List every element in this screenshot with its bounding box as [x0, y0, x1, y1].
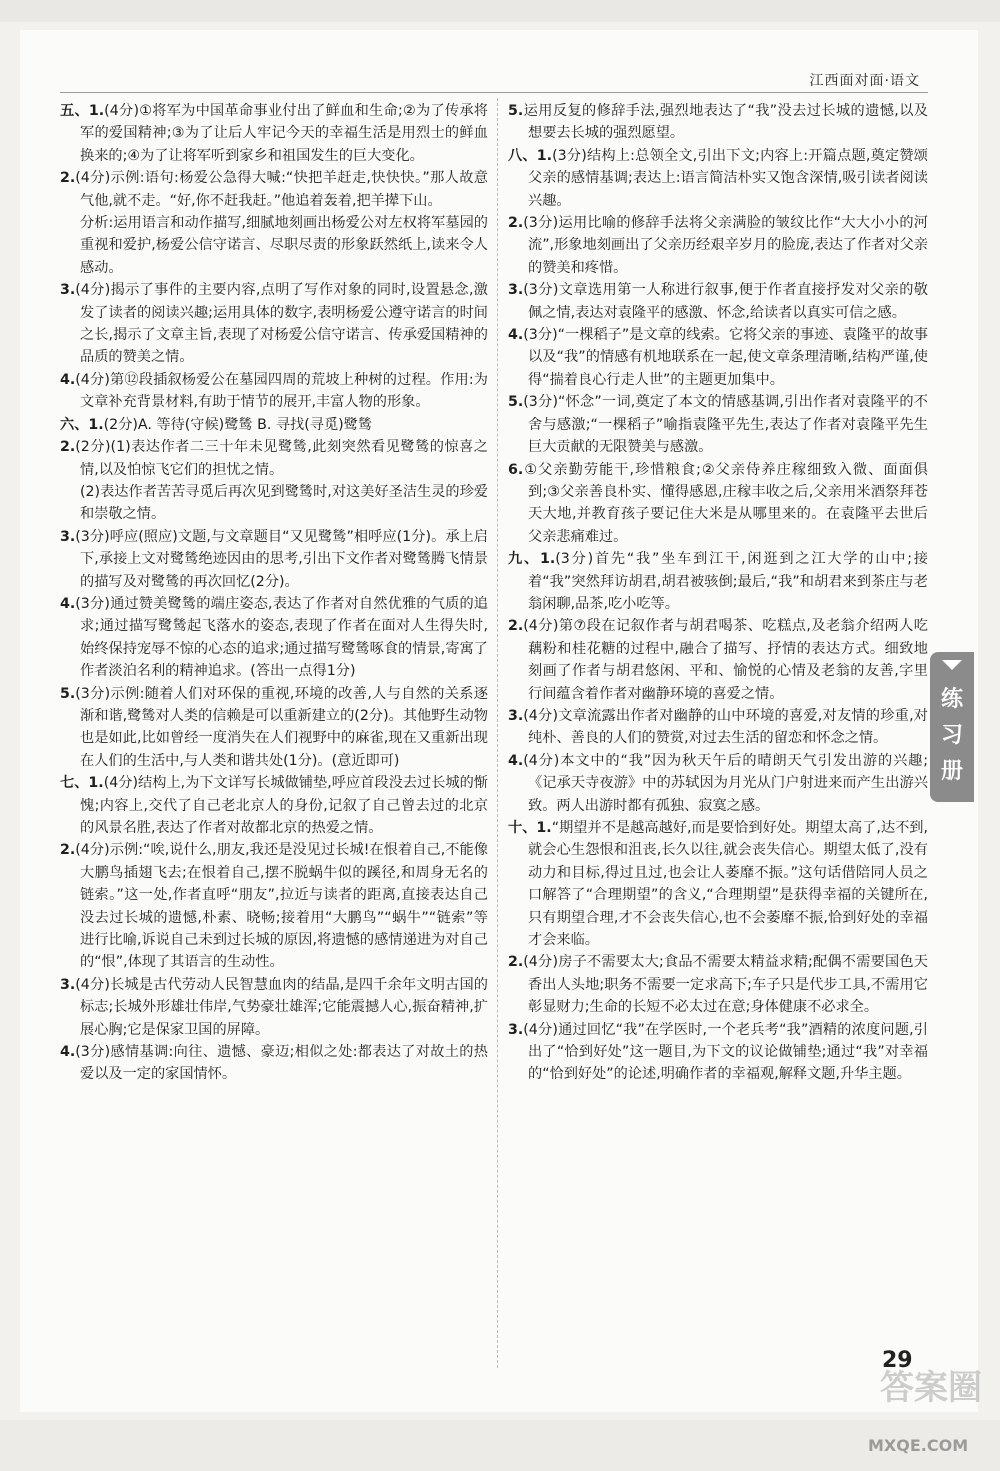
left-column	[60, 100, 488, 1086]
right-answer-item	[508, 100, 928, 145]
header-rule	[60, 92, 928, 93]
left-answer-item	[60, 369, 488, 414]
answer-text: (3分)呼应(照应)文题,与文章题目“又见鹭鸶”相呼应(1分)。承上启下,承接上文对鹭鸶绝迹因由的思考,引出下文作者对鹭鸶腾飞情景的描写及对鹭鸶的再次回忆(2分)。	[75, 528, 488, 590]
left-answer-item	[60, 974, 488, 1041]
question-number: 2.	[508, 954, 524, 971]
answer-text: (4分)长城是古代劳动人民智慧血肉的结晶,是四千余年文明古国的标志;长城外形雄壮伟岸,气势豪壮雄浑;它能震撼人心,振奋精神,扩展心胸;它是保家卫国的屏障。	[75, 976, 488, 1038]
question-number: 3.	[508, 707, 524, 724]
right-answer-item	[508, 750, 928, 817]
watermark-logo: 答案圈	[880, 1368, 982, 1408]
right-answer-item	[508, 615, 928, 705]
question-number: 5.	[508, 103, 524, 119]
bottom-band	[0, 1420, 1000, 1471]
answer-text: (3分)运用比喻的修辞手法将父亲满脸的皱纹比作“大大小小的河流”,形象地刻画出了父亲历经艰辛岁月的脸庞,表达了作者对父亲的赞美和疼惜。	[523, 215, 928, 276]
answer-text: (3分)文章选用第一人称进行叙事,便于作者直接抒发对父亲的敬佩之情,表达对袁隆平的感激、怀念,给读者以真实可信之感。	[523, 282, 928, 321]
running-header: 江西面对面·语文	[809, 73, 920, 89]
question-number: 八、1.	[508, 147, 553, 164]
left-answer-item	[60, 772, 488, 839]
answer-text: (3分)感情基调:向往、遗憾、豪迈;相似之处:都表达了对故土的热爱以及一定的家国情怀。	[75, 1044, 488, 1083]
right-answer-item	[508, 279, 928, 324]
question-number: 3.	[60, 528, 76, 545]
answer-text: (4分)①将军为中国革命事业付出了鲜血和生命;②为了传承将军的爱国精神;③为了让后人牢记今天的幸福生活是用烈士的鲜血换来的;④为了让将军听到家乡和祖国发生的巨大变化。	[80, 103, 488, 164]
answer-text: (4分)示例:“唉,说什么,朋友,我还是没见过长城!在恨着自己,不能像大鹏鸟插翅飞去;在恨着自己,摆不脱蜗牛似的蹊径,和周身无名的链索。”这一处,作者直呼“朋友”,拉近与读者的距离,直接表达自己没去过长城的遗憾,朴素、晓畅;接着用“大鹏鸟”“蜗牛”“链索”等进行比喻,诉说自己未到过长城的原因,将遗憾的感情递进为对自己的“恨”,体现了其语言的生动性。	[75, 842, 488, 971]
question-number: 5.	[508, 394, 524, 411]
page-number: 29	[882, 1348, 913, 1373]
question-number: 2.	[60, 842, 76, 859]
right-answer-item	[508, 212, 928, 279]
question-number: 2.	[508, 215, 524, 232]
right-answer-item	[508, 1019, 928, 1086]
left-answer-item	[60, 100, 488, 167]
answer-text: (3分)首先“我”坐车到江干,闲逛到之江大学的山中;接着“我”突然拜访胡君,胡君被骇倒;最后,“我”和胡君来到茶庄与老翁闲聊,品茶,吃小吃等。	[528, 551, 928, 612]
answer-text: (4分)通过回忆“我”在学医时,一个老兵考“我”酒精的浓度问题,引出了“恰到好处”这一题目,为下文的议论做铺垫;通过“我”对幸福的“恰到好处”的论述,明确作者的幸福观,解释文题,升华主题。	[523, 1021, 928, 1083]
question-number: 五、1.	[60, 103, 105, 119]
answer-text: (2分)(1)表达作者二三十年未见鹭鸶,此刻突然看见鹭鸶的惊喜之情,以及怕惊飞它们的担忧之情。	[75, 439, 488, 478]
left-answer-item	[60, 593, 488, 683]
left-answer-item	[60, 1041, 488, 1086]
right-answer-item	[508, 705, 928, 750]
question-number: 九、1.	[508, 551, 556, 568]
answer-text: ①父亲勤劳能干,珍惜粮食;②父亲侍养庄稼细致入微、面面俱到;③父亲善良朴实、懂得感恩,庄稼丰收之后,父亲用米酒祭拜苍天大地,并教育孩子要记住大米是从哪里来的。在袁隆平去世后父亲悲痛难过。	[523, 461, 928, 545]
right-answer-item	[508, 459, 928, 549]
answer-text: 分析:运用语言和动作描写,细腻地刻画出杨爱公对左权将军墓园的重视和爱护,杨爱公信守诺言、尽职尽责的形象跃然纸上,读来令人感动。	[80, 215, 488, 276]
left-answer-item	[60, 414, 488, 436]
right-answer-item	[508, 391, 928, 458]
answer-text: (4分)房子不需要太大;食品不需要太精益求精;配偶不需要国色天香出人头地;职务不需要一定求高下;车子只是代步工具,不需用它彰显财力;生命的长短不必太过在意;身体健康不必求全。	[523, 954, 928, 1016]
question-number: 3.	[508, 1021, 524, 1038]
answer-text: (3分)“一棵稻子”是文章的线索。它将父亲的事迹、袁隆平的故事以及“我”的情感有机地联系在一起,使文章条理清晰,结构严谨,使得“揣着良心行走人世”的主题更加集中。	[523, 327, 928, 388]
question-number: 七、1.	[60, 775, 104, 792]
question-number: 4.	[508, 327, 524, 344]
answer-text: (4分)第⑫段插叙杨爱公在墓园四周的荒坡上种树的过程。作用:为文章补充背景材料,有助于情节的展开,丰富人物的形象。	[75, 371, 488, 411]
left-answer-item	[60, 279, 488, 369]
answer-text: (4分)本文中的“我”因为秋天午后的晴朗天气引发出游的兴趣;《记承天寺夜游》中的苏轼因为月光从门户射进来而产生出游兴致。两人出游时都有孤独、寂寞之感。	[523, 752, 928, 814]
right-answer-item	[508, 817, 928, 951]
question-number: 2.	[508, 618, 524, 635]
question-number: 2.	[60, 170, 76, 187]
left-answer-item	[60, 683, 488, 773]
question-number: 4.	[60, 1044, 76, 1061]
watermark-url: MXQE.COM	[868, 1436, 969, 1455]
right-answer-item	[508, 951, 928, 1018]
question-number: 3.	[508, 282, 524, 299]
right-answer-item	[508, 145, 928, 212]
answer-text: (3分)通过赞美鹭鸶的端庄姿态,表达了作者对自然优雅的气质的追求;通过描写鹭鸶起飞落水的姿态,表现了作者在面对人生得失时,始终保持宠辱不惊的心态的追求;通过描写鹭鸶啄食的情景,寄寓了作者淡泊名利的精神追求。(答出一点得1分)	[75, 595, 488, 680]
answer-text: (4分)文章流露出作者对幽静的山中环境的喜爱,对友情的珍重,对纯朴、善良的人们的赞赏,对过去生活的留恋和怀念之情。	[523, 707, 928, 747]
question-number: 5.	[60, 685, 76, 702]
question-number: 3.	[60, 282, 76, 299]
question-number: 4.	[60, 595, 76, 612]
right-answer-item	[508, 548, 928, 615]
left-answer-item	[60, 436, 488, 481]
answer-text: 运用反复的修辞手法,强烈地表达了“我”没去过长城的遗憾,以及想要去长城的强烈愿望。	[523, 103, 928, 142]
answer-text: (4分)第⑦段在记叙作者与胡君喝茶、吃糕点,及老翁介绍两人吃藕粉和桂花糖的过程中,融合了描写、抒情的表达方式。细致地刻画了作者与胡君悠闲、平和、愉悦的心情及老翁的友善,字里行间蕴含着作者对幽静环境的喜爱之情。	[523, 618, 928, 702]
question-number: 4.	[60, 371, 76, 388]
column-divider	[497, 98, 498, 1368]
left-answer-item	[60, 481, 488, 526]
answer-text: (3分)示例:随着人们对环保的重视,环境的改善,人与自然的关系逐渐和谐,鹭鸶对人类的信赖是可以重新建立的(2分)。其他野生动物也是如此,比如曾经一度消失在人们视野中的麻雀,现在又重新出现在人们的生活中,与人类和谐共处(1分)。(意近即可)	[75, 685, 488, 769]
answer-text: “期望并不是越高越好,而是要恰到好处。期望太高了,达不到,就会心生怨恨和沮丧,长久以往,就会丧失信心。期望太低了,没有动力和目标,得过且过,也会让人萎靡不振。”这句话借陪同人员之口解答了“合理期望”的含义,“合理期望”是获得幸福的关键所在,只有期望合理,才不会丧失信心,也不会萎靡不振,恰到好处的幸福才会来临。	[528, 820, 929, 949]
question-number: 4.	[508, 752, 524, 769]
side-tab-label: 练 习 册	[940, 687, 963, 784]
tab-arrow-icon	[942, 660, 962, 670]
workbook-side-tab[interactable]	[930, 652, 974, 802]
answer-text: (3分)“怀念”一词,奠定了本文的情感基调,引出作者对袁隆平的不舍与感激;“一棵稻子”喻指袁隆平先生,表达了作者对袁隆平先生巨大贡献的无限赞美与感激。	[523, 394, 928, 456]
answer-text: (4分)示例:语句:杨爱公急得大喊:“快把羊赶走,快快快。”那人故意气他,就不走。“好,你不赶我赶。”他追着轰着,把羊撵下山。	[75, 170, 488, 209]
left-answer-item	[60, 212, 488, 279]
answer-text: (2分)A. 等待(守候)鹭鸶 B. 寻找(寻觅)鹭鸶	[103, 416, 373, 433]
left-answer-item	[60, 839, 488, 973]
question-number: 6.	[508, 461, 524, 478]
left-answer-item	[60, 167, 488, 212]
question-number: 2.	[60, 439, 76, 456]
left-answer-item	[60, 526, 488, 593]
right-column	[508, 100, 928, 1086]
question-number: 十、1.	[508, 820, 552, 836]
answer-text: (4分)揭示了事件的主要内容,点明了写作对象的同时,设置悬念,激发了读者的阅读兴趣;运用具体的数字,表明杨爱公遵守诺言的时间之长,揭示了文章主旨,表现了对杨爱公信守诺言、传承爱国精神的品质的赞美之情。	[75, 282, 488, 366]
top-band	[0, 0, 1000, 22]
right-answer-item	[508, 324, 928, 391]
answer-text: (4分)结构上,为下文详写长城做铺垫,呼应首段没去过长城的惭愧;内容上,交代了自己老北京人的身份,记叙了自己曾去过的北京的风景名胜,表达了作者对故都北京的热爱之情。	[80, 775, 489, 836]
question-number: 3.	[60, 976, 76, 993]
answer-text: (3分)结构上:总领全文,引出下文;内容上:开篇点题,奠定赞颂父亲的感情基调;表达上:语言简洁朴实又饱含深情,吸引读者阅读兴趣。	[528, 147, 928, 209]
answer-text: (2)表达作者苦苦寻觅后再次见到鹭鸶时,对这美好圣洁生灵的珍爱和崇敬之情。	[80, 483, 488, 523]
question-number: 六、1.	[60, 416, 104, 433]
